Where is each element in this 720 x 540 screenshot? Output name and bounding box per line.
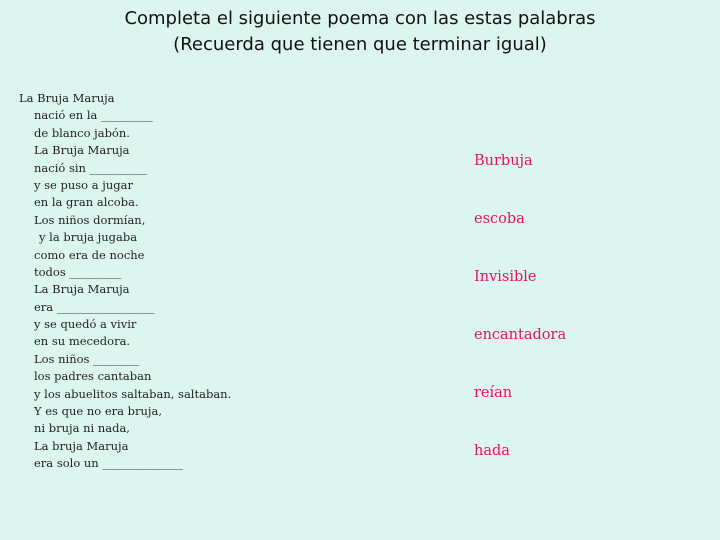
- poem-line: en su mecedora.: [34, 334, 131, 349]
- poem-line: nació en la _________: [34, 108, 153, 123]
- poem-line: Los niños dormían,: [34, 212, 146, 227]
- poem-line: en la gran alcoba.: [34, 195, 139, 210]
- poem-line: y los abuelitos saltaban, saltaban.: [34, 386, 232, 401]
- poem-line: los padres cantaban: [34, 369, 152, 384]
- poem-line: como era de noche: [34, 247, 145, 262]
- poem-line: y se puso a jugar: [34, 177, 133, 192]
- poem-line: Y es que no era bruja,: [34, 404, 162, 419]
- title-line-2: (Recuerda que tienen que terminar igual): [173, 34, 547, 55]
- word-bank-item: encantadora: [474, 327, 567, 343]
- poem-line: nació sin __________: [34, 160, 148, 175]
- poem-line: todos _________: [34, 264, 122, 279]
- poem-line: La Bruja Maruja: [34, 282, 130, 297]
- poem-line: de blanco jabón.: [34, 125, 130, 140]
- poem-line: era _________________: [34, 299, 155, 314]
- word-bank-item: reían: [474, 385, 513, 401]
- word-bank-item: Invisible: [474, 269, 537, 285]
- poem-line: era solo un ______________: [34, 456, 183, 471]
- poem-line: La Bruja Maruja: [19, 91, 115, 105]
- poem-line: y la bruja jugaba: [39, 230, 138, 245]
- poem-line: Los niños ________: [34, 351, 140, 366]
- poem-line: La Bruja Maruja: [34, 143, 130, 158]
- word-bank-item: escoba: [474, 211, 525, 227]
- title-line-1: Completa el siguiente poema con las estas palabras: [124, 8, 596, 29]
- word-bank-item: hada: [474, 443, 510, 459]
- poem-line: La bruja Maruja: [34, 438, 129, 453]
- word-bank-item: Burbuja: [474, 153, 533, 169]
- page-title: [0, 6, 720, 58]
- poem-line: y se quedó a vivir: [34, 317, 137, 332]
- poem: [19, 90, 319, 473]
- poem-line: ni bruja ni nada,: [34, 421, 130, 436]
